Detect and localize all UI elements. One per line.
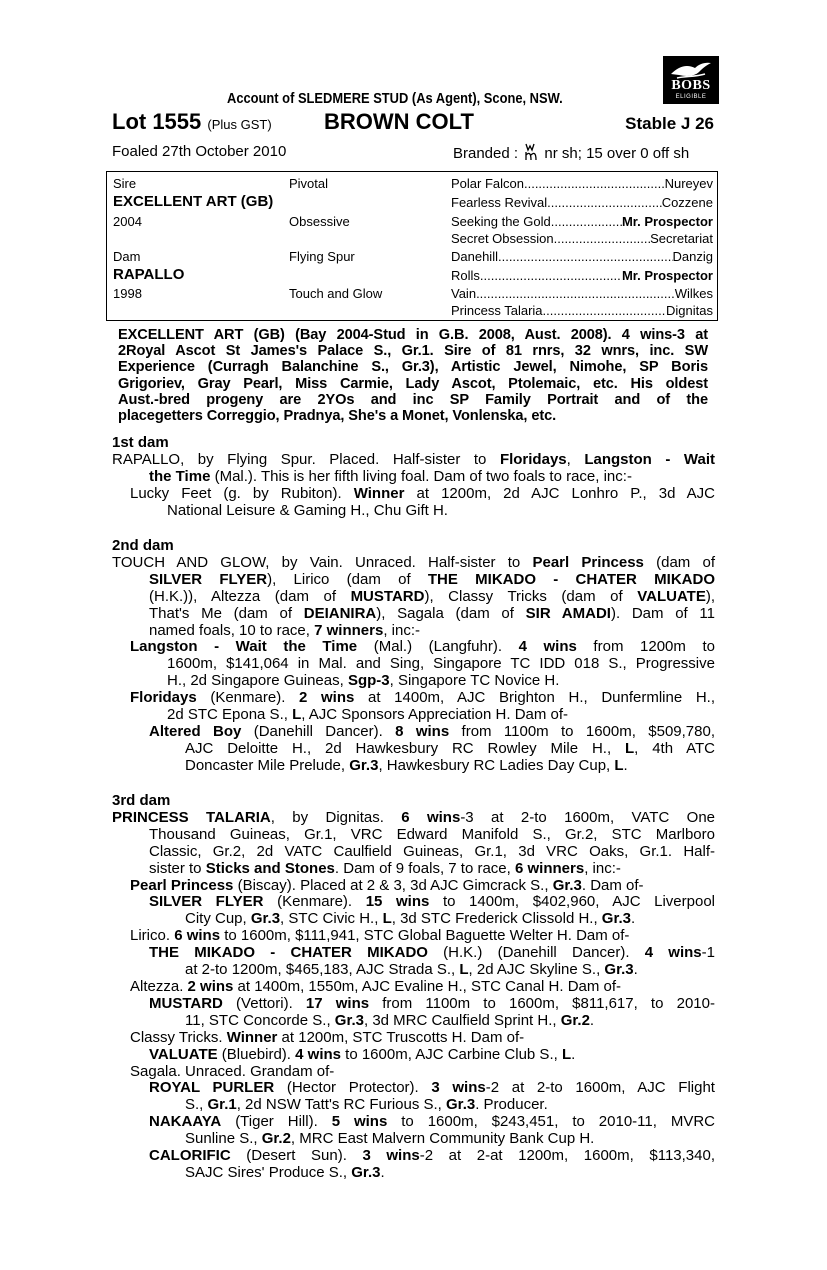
brand-mark-icon [522, 143, 540, 161]
text-line: National Leisure & Gaming H., Chu Gift H. [167, 501, 448, 519]
bold-text: 6 winners [515, 859, 585, 877]
text-line [112, 623, 715, 640]
text: Classy Tricks. [130, 1028, 227, 1046]
text: TOUCH AND GLOW, by Vain. Unraced. Half-sister to [112, 553, 533, 571]
text: , MRC East Malvern Community Bank Cup H. [290, 1130, 595, 1148]
leader-dots [554, 231, 651, 246]
text: . Producer. [475, 1096, 548, 1114]
bold-text: Pearl Princess [532, 553, 644, 571]
text: , 2d AJC Skyline S., [468, 961, 605, 979]
leader-dots [551, 214, 622, 229]
leader-dots [480, 268, 622, 283]
leader-dots [543, 303, 667, 318]
text: , [566, 450, 585, 468]
text-line [112, 945, 715, 962]
bold-text: Gr.3 [446, 1096, 476, 1114]
text-line: Sagala. Unraced. Grandam of- [130, 1062, 335, 1080]
bold-text: Gr.3 [349, 756, 379, 774]
lot-number [112, 109, 272, 135]
text: (Hector Protector). [274, 1079, 432, 1097]
logo-subtext: ELIGIBLE [675, 94, 707, 100]
text-line [112, 673, 715, 690]
text: (Biscay). Placed at 2 & 3, 3d AJC Gimcrack S., [233, 876, 553, 894]
gp-sire: Danzig [672, 249, 713, 264]
bold-text: 17 wins [305, 994, 370, 1012]
text: (H.K.)), Altezza (dam of [149, 587, 351, 605]
text: 2d STC Epona S., [167, 706, 293, 724]
text-line [112, 589, 715, 606]
text: . [571, 1045, 576, 1063]
bold-text: Gr.3 [604, 961, 634, 979]
text-line [112, 1097, 715, 1114]
bold-text: Winner [353, 484, 405, 502]
bold-text: Winner [226, 1028, 278, 1046]
text: Lirico. [130, 927, 175, 945]
branded-suffix: nr sh; 15 over 0 off sh [544, 145, 690, 162]
summary-line: EXCELLENT ART (GB) (Bay 2004-Stud in G.B. 2008, Aust. 2008). 4 wins-3 at [118, 327, 708, 343]
bold-text: SIR AMADI [525, 604, 611, 622]
text: (Tiger Hill). [221, 1113, 332, 1131]
text: SAJC Sires' Produce S., [185, 1163, 352, 1181]
text-line [112, 928, 715, 945]
text-line [112, 911, 715, 928]
bold-text: 15 wins [365, 893, 430, 911]
bold-text: Altered Boy [149, 722, 242, 740]
vendor-account: Account of SLEDMERE STUD (As Agent), Scone, NSW. [227, 90, 563, 107]
gp-name: Secret Obsession [451, 231, 554, 246]
text: , by Dignitas. [270, 808, 402, 826]
text: from 1100m to 1600m, $811,617, to 2010- [369, 994, 715, 1012]
text: ), Lirico (dam of [267, 570, 428, 588]
text: at 1400m, 1550m, AJC Evaline H., STC Canal H. Dam of- [233, 977, 622, 995]
bold-text: THE MIKADO - CHATER MIKADO [149, 944, 428, 962]
text: , AJC Sponsors Appreciation H. Dam of- [301, 706, 569, 724]
grandparent-row [451, 176, 713, 191]
summary-line: 2Royal Ascot St James's Palace S., Gr.1. Sire of 81 rnrs, 32 wnrs, inc. SW [118, 343, 708, 360]
bold-text: L [614, 756, 624, 774]
text: (Bluebird). [217, 1045, 296, 1063]
text-line [112, 1114, 715, 1131]
bold-text: Floridays [130, 689, 197, 707]
bold-text: THE MIKADO - CHATER MIKADO [427, 570, 715, 588]
section-heading: 3rd dam [112, 792, 171, 809]
text: . [380, 1163, 385, 1181]
text-line [112, 861, 715, 878]
text: 11, STC Concorde S., [185, 1011, 335, 1029]
text: S., [185, 1096, 208, 1114]
leader-dots [524, 176, 665, 191]
grandparent-row [451, 303, 713, 318]
text-line [112, 962, 715, 979]
bold-text: Sgp-3 [347, 672, 390, 690]
text: named foals, 10 to race, [149, 621, 315, 639]
text: Sunline S., [185, 1130, 262, 1148]
grandparent-row [451, 268, 713, 283]
sire-label: Sire [113, 176, 137, 191]
bold-text: Langston - Wait [584, 450, 715, 468]
bold-text: ROYAL PURLER [149, 1079, 275, 1097]
text: (Kenmare). [263, 893, 366, 911]
bold-text: 2 wins [187, 977, 234, 995]
text: ), [705, 587, 715, 605]
gp-name: Danehill [451, 249, 498, 264]
text-line: Classic, Gr.2, 2d VATC Caulfield Guineas, Gr.1, 3d VRC Oaks, Gr.1. Half- [149, 842, 715, 860]
text: . Dam of- [581, 876, 644, 894]
section-heading: 2nd dam [112, 537, 174, 554]
text-line [112, 690, 715, 707]
text-line [112, 741, 715, 758]
sire-sire: Pivotal [289, 176, 329, 191]
text: , Hawkesbury RC Ladies Day Cup, [378, 756, 615, 774]
dam-label: Dam [113, 249, 141, 264]
text: (Desert Sun). [230, 1147, 363, 1165]
text-line [112, 724, 715, 741]
bold-text: MUSTARD [149, 994, 223, 1012]
horse-description: BROWN COLT [324, 109, 474, 134]
bold-text: Gr.2 [261, 1130, 291, 1148]
bobs-eligible-logo [663, 56, 719, 104]
text: (Mal.). This is her fifth living foal. Dam of two foals to race, inc:- [210, 467, 632, 485]
text: (Kenmare). [196, 689, 300, 707]
sire-dam: Obsessive [289, 214, 350, 229]
gp-name: Rolls [451, 268, 480, 283]
bold-text: Gr.1 [207, 1096, 237, 1114]
second-dam-section [112, 538, 715, 775]
bold-text: Floridays [499, 450, 567, 468]
text-line [112, 1013, 715, 1030]
text-line [112, 979, 715, 996]
text: Altezza. [130, 977, 188, 995]
text-line [112, 810, 715, 827]
text: -2 at 2-to 1600m, AJC Flight [485, 1079, 715, 1097]
text: to 1400m, $402,960, AJC Liverpool [429, 893, 716, 911]
third-dam-section [112, 793, 715, 1182]
text-line [112, 1030, 715, 1047]
text: , inc:- [383, 621, 420, 639]
text: , 4th ATC [634, 739, 715, 757]
gp-name: Princess Talaria [451, 303, 543, 318]
text: , 3d MRC Caulfield Sprint H., [363, 1011, 561, 1029]
gp-name: Vain [451, 286, 477, 301]
leader-dots [547, 195, 662, 210]
text: from 1200m to [576, 638, 715, 656]
lot-label: Lot 1555 [112, 109, 202, 134]
text-line [112, 1131, 715, 1148]
text: from 1100m to 1600m, $509,780, [449, 722, 715, 740]
text: Lucky Feet (g. by Rubiton). [130, 484, 354, 502]
text: . Dam of 9 foals, 7 to race, [334, 859, 515, 877]
text: , STC Civic H., [280, 910, 383, 928]
text: RAPALLO, by Flying Spur. Placed. Half-sister to [112, 450, 500, 468]
text: to 1600m, $111,941, STC Global Baguette Welter H. Dam of- [220, 927, 630, 945]
grandparent-row [451, 286, 713, 301]
plus-gst: (Plus GST) [207, 117, 272, 132]
gp-sire: Cozzene [661, 195, 713, 210]
dam-name: RAPALLO [113, 266, 185, 283]
bold-text: 5 wins [331, 1113, 388, 1131]
grandparent-row [451, 231, 713, 246]
summary-line: placegetters Correggio, Pradnya, She's a Monet, Vonlenska, etc. [118, 408, 557, 425]
gp-sire: Nureyev [664, 176, 713, 191]
grandparent-row [451, 249, 713, 264]
dam-dam: Touch and Glow [289, 286, 383, 301]
summary-line: Experience (Curragh Balanchine S., Gr.3), Artistic Jewel, Nimohe, SP Boris [118, 359, 708, 376]
text-line [112, 639, 715, 656]
grandparent-row [451, 195, 713, 210]
bold-text: 3 wins [362, 1147, 420, 1165]
gp-sire: Secretariat [650, 231, 713, 246]
leader-dots [476, 286, 675, 301]
text-line [112, 707, 715, 724]
bold-text: CALORIFIC [149, 1147, 231, 1165]
branded-info [453, 143, 689, 162]
bold-text: VALUATE [637, 587, 706, 605]
bold-text: PRINCESS TALARIA [112, 808, 271, 826]
bold-text: VALUATE [149, 1045, 218, 1063]
branded-prefix: Branded : [453, 145, 519, 162]
text: That's Me (dam of [149, 604, 304, 622]
bold-text: SILVER FLYER [149, 893, 264, 911]
bold-text: 6 wins [401, 808, 461, 826]
text: (dam of [643, 553, 715, 571]
bold-text: L [292, 706, 302, 724]
text-line [112, 572, 715, 589]
bold-text: 8 wins [395, 722, 450, 740]
text: at 1400m, AJC Brighton H., Dunfermline H., [354, 689, 716, 707]
bold-text: 4 wins [518, 638, 577, 656]
gp-sire: Mr. Prospector [621, 268, 713, 283]
bold-text: 2 wins [299, 689, 355, 707]
text: at 1200m, 2d AJC Lonhro P., 3d AJC [404, 484, 715, 502]
bold-text: 4 wins [295, 1045, 341, 1063]
text: (Danehill Dancer). [241, 722, 396, 740]
bold-text: 7 winners [314, 621, 384, 639]
gp-name: Fearless Revival [451, 195, 548, 210]
bold-text: Langston - Wait the Time [130, 638, 358, 656]
bold-text: L [624, 739, 635, 757]
text: to 1600m, AJC Carbine Club S., [341, 1045, 562, 1063]
text-line [112, 606, 715, 623]
text: Doncaster Mile Prelude, [185, 756, 350, 774]
bold-text: Gr.3 [552, 876, 582, 894]
bold-text: 3 wins [431, 1079, 486, 1097]
bold-text: Gr.3 [351, 1163, 381, 1181]
bold-text: Sticks and Stones [205, 859, 335, 877]
dam-sire: Flying Spur [289, 249, 355, 264]
text-line [112, 1165, 715, 1182]
text-line [112, 1080, 715, 1097]
text-line [112, 486, 715, 503]
sire-name: EXCELLENT ART (GB) [113, 193, 274, 210]
text-line: Thousand Guineas, Gr.1, VRC Edward Manifold S., Gr.2, STC Marlboro [149, 825, 715, 843]
bold-text: Gr.2 [560, 1011, 590, 1029]
text: ), Classy Tricks (dam of [424, 587, 638, 605]
bold-text: Gr.3 [250, 910, 281, 928]
dam-year: 1998 [113, 286, 142, 301]
summary-line: Aust.-bred progeny are 2YOs and inc SP Family Portrait and of the [118, 391, 708, 408]
bold-text: Gr.3 [601, 910, 631, 928]
text: . [623, 756, 628, 774]
summary-line: Grigoriev, Gray Pearl, Miss Carmie, Lady Ascot, Ptolemaic, etc. His oldest [118, 375, 708, 392]
text: AJC Deloitte H., 2d Hawkesbury RC Rowley Mile H., [185, 739, 625, 757]
foaled-date: Foaled 27th October 2010 [112, 143, 287, 160]
stable-location: Stable J 26 [625, 114, 714, 133]
text: -3 at 2-to 1600m, VATC One [460, 808, 716, 826]
lot-header [112, 109, 714, 137]
bold-text: MUSTARD [350, 587, 425, 605]
text: at 1200m, STC Truscotts H. Dam of- [277, 1028, 525, 1046]
bold-text: L [459, 961, 469, 979]
text-line [112, 758, 715, 775]
gp-name: Polar Falcon [451, 176, 524, 191]
bold-text: L [561, 1045, 572, 1063]
bold-text: the Time [149, 467, 211, 485]
bold-text: SILVER FLYER [149, 570, 268, 588]
text: , 3d STC Frederick Clissold H., [391, 910, 602, 928]
text: , inc:- [584, 859, 621, 877]
gp-sire: Wilkes [674, 286, 713, 301]
text-line [112, 452, 715, 469]
text: to 1600m, $243,451, to 2010-11, MVRC [387, 1113, 715, 1131]
text-line [112, 555, 715, 572]
text: (Mal.) (Langfuhr). [357, 638, 519, 656]
text-line [112, 878, 715, 895]
text: sister to [149, 859, 206, 877]
text: -2 at 2-at 1200m, 1600m, $113,340, [419, 1147, 715, 1165]
gp-sire: Dignitas [666, 303, 713, 318]
text: at 2-to 1200m, $465,183, AJC Strada S., [185, 961, 460, 979]
first-dam-section [112, 435, 715, 520]
text: . [630, 910, 636, 928]
section-heading: 1st dam [112, 434, 169, 451]
bold-text: Gr.3 [334, 1011, 364, 1029]
bold-text: Pearl Princess [130, 876, 234, 894]
bold-text: DEIANIRA [303, 604, 377, 622]
text: ). Dam of 11 [610, 604, 716, 622]
gp-sire: Mr. Prospector [621, 214, 713, 229]
text: . [589, 1011, 595, 1029]
text: H., 2d Singapore Guineas, [167, 672, 348, 690]
text-line [112, 469, 715, 486]
text: ), Sagala (dam of [376, 604, 526, 622]
sire-summary [118, 327, 708, 424]
text-line [112, 1148, 715, 1165]
text: -1 [701, 944, 715, 962]
text: (Vettori). [222, 994, 306, 1012]
text-line: 1600m, $141,064 in Mal. and Sing, Singapore TC IDD 018 S., Progressive [167, 655, 715, 673]
bold-text: 4 wins [644, 944, 702, 962]
text-line [112, 996, 715, 1013]
leader-dots [498, 249, 673, 264]
sire-year: 2004 [113, 214, 142, 229]
bold-text: NAKAAYA [149, 1113, 222, 1131]
gp-name: Seeking the Gold [451, 214, 551, 229]
grandparent-row [451, 214, 713, 229]
text: , 2d NSW Tatt's RC Furious S., [236, 1096, 447, 1114]
text: City Cup, [185, 910, 251, 928]
bold-text: L [382, 910, 392, 928]
bold-text: 6 wins [174, 927, 221, 945]
text-line [112, 1047, 715, 1064]
logo-text: BOBS [671, 78, 711, 93]
text: (H.K.) (Danehill Dancer). [427, 944, 645, 962]
text: , Singapore TC Novice H. [389, 672, 560, 690]
text-line [112, 894, 715, 911]
text: . [633, 961, 638, 979]
pedigree-table [106, 171, 718, 321]
